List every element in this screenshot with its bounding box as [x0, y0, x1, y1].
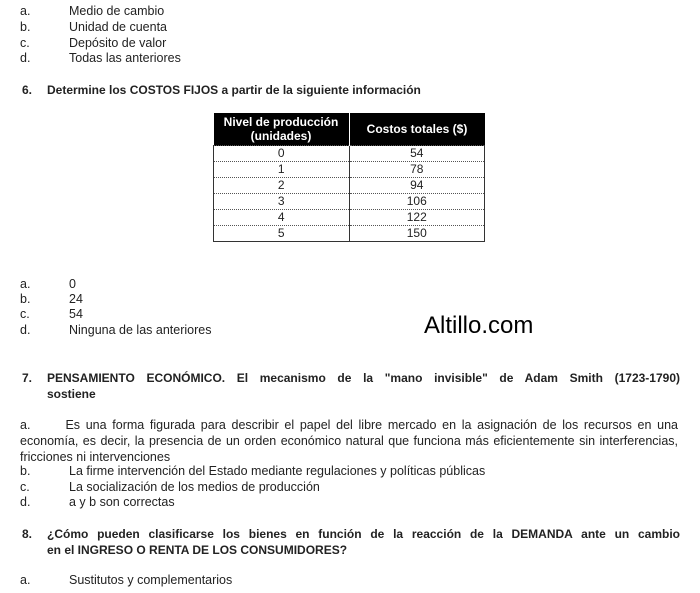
option-text: La socialización de los medios de producción	[69, 480, 320, 494]
option-letter: c.	[20, 307, 30, 321]
option-letter: d.	[20, 495, 31, 509]
option-letter: d.	[20, 51, 31, 65]
cell-cost: 122	[349, 210, 485, 226]
option-letter: a.	[20, 573, 31, 587]
question-text-line2: en el INGRESO O RENTA DE LOS CONSUMIDORES?	[47, 543, 348, 557]
option-letter: a.	[20, 418, 31, 432]
option-letter: c.	[20, 36, 30, 50]
option-text: Todas las anteriores	[69, 51, 181, 65]
question-text-line1: PENSAMIENTO ECONÓMICO. El mecanismo de la "mano invisible" de Adam Smith (1723-1790)	[47, 371, 680, 385]
cell-cost: 54	[349, 146, 485, 162]
table-row	[214, 178, 485, 194]
table-row	[214, 194, 485, 210]
header-total-costs: Costos totales ($)	[349, 113, 485, 146]
option-letter: b.	[20, 464, 31, 478]
cell-cost: 150	[349, 226, 485, 242]
table-row	[214, 210, 485, 226]
option-letter: b.	[20, 20, 31, 34]
question-number: 8.	[22, 527, 33, 541]
question-number: 7.	[22, 371, 33, 385]
option-text: Sustitutos y complementarios	[69, 573, 233, 587]
option-text: Es una forma figurada para describir el papel del libre mercado en la asignación de los recursos en una economía, es decir, la presencia de un orden económico natural que funciona más eficientemente sin interferencias, fricciones ni intervenciones	[20, 418, 678, 464]
question-6	[22, 82, 682, 98]
cell-cost: 78	[349, 162, 485, 178]
cell-level: 2	[214, 178, 350, 194]
cell-level: 0	[214, 146, 350, 162]
table-row	[214, 226, 485, 242]
option-letter: a.	[20, 277, 31, 291]
option-text: Medio de cambio	[69, 4, 165, 18]
cell-cost: 94	[349, 178, 485, 194]
cell-level: 5	[214, 226, 350, 242]
option-text: La firme intervención del Estado mediante regulaciones y políticas públicas	[69, 464, 486, 478]
header-production-level: Nivel de producción (unidades)	[214, 113, 350, 146]
question-text: Determine los COSTOS FIJOS a partir de la siguiente información	[47, 83, 421, 97]
option-letter: b.	[20, 292, 31, 306]
option-text: Ninguna de las anteriores	[69, 323, 212, 337]
question-text-line1: ¿Cómo pueden clasificarse los bienes en función de la reacción de la DEMANDA ante un cambio	[47, 527, 680, 541]
question-7	[22, 370, 682, 402]
question-8	[22, 526, 682, 558]
cell-level: 3	[214, 194, 350, 210]
table-row	[214, 162, 485, 178]
option-letter: d.	[20, 323, 31, 337]
watermark: Altillo.com	[424, 312, 534, 339]
option-text: a y b son correctas	[69, 495, 175, 509]
option-text: 54	[69, 307, 83, 321]
cell-cost: 106	[349, 194, 485, 210]
option-text: 0	[69, 277, 76, 291]
cell-level: 4	[214, 210, 350, 226]
cell-level: 1	[214, 162, 350, 178]
option-letter: c.	[20, 480, 30, 494]
option-text: Depósito de valor	[69, 36, 167, 50]
option-text: Unidad de cuenta	[69, 20, 167, 34]
option-text: 24	[69, 292, 83, 306]
q7-option-a	[20, 417, 678, 465]
table-row	[214, 146, 485, 162]
option-letter: a.	[20, 4, 31, 18]
question-text-line2: sostiene	[47, 387, 96, 401]
costs-table	[213, 113, 485, 242]
question-number: 6.	[22, 83, 33, 97]
